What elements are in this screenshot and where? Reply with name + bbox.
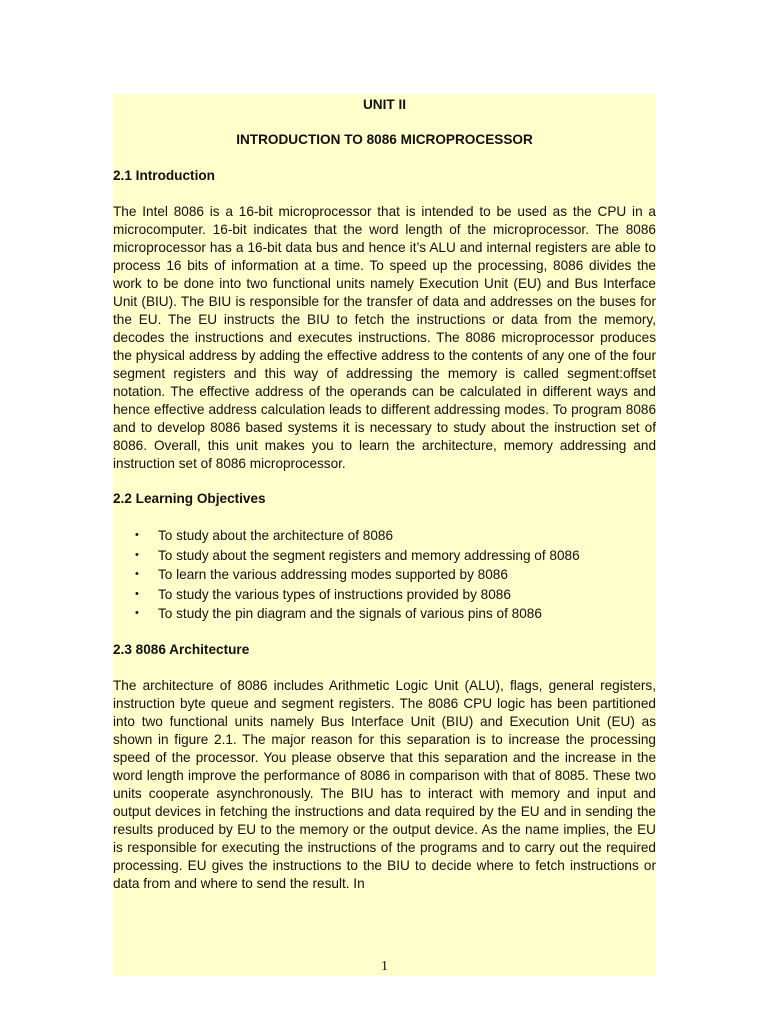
architecture-paragraph: The architecture of 8086 includes Arithmetic Logic Unit (ALU), flags, general registers, instruction byte queue and segment registers. The 8086 CPU logic has been partitioned into two functional units namely Bus Interface Unit (BIU) and Execution Unit (EU) as shown in figure 2.1. The major reason for this separation is to increase the processing speed of the processor. You please observe that this separation and the increase in the word length improve the performance of 8086 in comparison with that of 8085. These two units cooperate asynchronously. The BIU has to interact with memory and input and output devices in fetching the instructions and data required by the EU and in sending the results produced by EU to the memory or the output device. As the name implies, the EU is responsible for executing the instructions of the programs and to carry out the required processing. EU gives the instructions to the BIU to decide where to fetch instructions or data from and where to send the result. In	[113, 677, 656, 891]
bullet-icon: •	[135, 587, 139, 600]
section-heading-introduction: 2.1 Introduction	[113, 168, 215, 183]
list-item-text: To learn the various addressing modes supported by 8086	[158, 567, 508, 582]
document-content	[113, 94, 656, 893]
bullet-icon: •	[135, 548, 139, 561]
list-item-text: To study the various types of instructions provided by 8086	[158, 586, 511, 602]
section-heading-architecture: 2.3 8086 Architecture	[113, 641, 250, 657]
list-item	[113, 585, 656, 605]
list-item	[113, 565, 656, 585]
list-item	[113, 526, 656, 546]
section-heading-learning-objectives: 2.2 Learning Objectives	[113, 491, 266, 506]
list-item-text: To study about the segment registers and memory addressing of 8086	[158, 547, 580, 563]
list-item-text: To study the pin diagram and the signals of various pins of 8086	[158, 606, 542, 621]
unit-label: UNIT II	[362, 97, 407, 112]
learning-objectives-list	[113, 526, 656, 624]
list-item	[113, 546, 656, 566]
list-item-text: To study about the architecture of 8086	[158, 528, 394, 543]
bullet-icon: •	[135, 607, 139, 619]
bullet-icon: •	[135, 568, 139, 580]
list-item	[113, 604, 656, 624]
introduction-paragraph: The Intel 8086 is a 16-bit microprocessor that is intended to be used as the CPU in a microcomputer. 16-bit indicates that the word length of the microprocessor. The 8086 microprocessor has a 16-bit data bus and hence it’s ALU and internal registers are able to process 16 bits of information at a time. To speed up the processing, 8086 divides the work to be done into two functional units namely Execution Unit (EU) and Bus Interface Unit (BIU). The BIU is responsible for the transfer of data and addresses on the buses for the EU. The EU instructs the BIU to fetch the instructions or data from the memory, decodes the instructions and executes instructions. The 8086 microprocessor produces the physical address by adding the effective address to the contents of any one of the four segment registers and this way of addressing the memory is called segment:offset notation. The effective address of the operands can be calculated in different ways and hence effective address calculation leads to different addressing modes. To program 8086 and to develop 8086 based systems it is necessary to study about the instruction set of 8086. Overall, this unit makes you to learn the architecture, memory addressing and instruction set of 8086 microprocessor.	[113, 204, 656, 471]
document-title: INTRODUCTION TO 8086 MICROPROCESSOR	[236, 132, 533, 147]
bullet-icon: •	[135, 529, 139, 541]
page-number: 1	[381, 959, 388, 974]
